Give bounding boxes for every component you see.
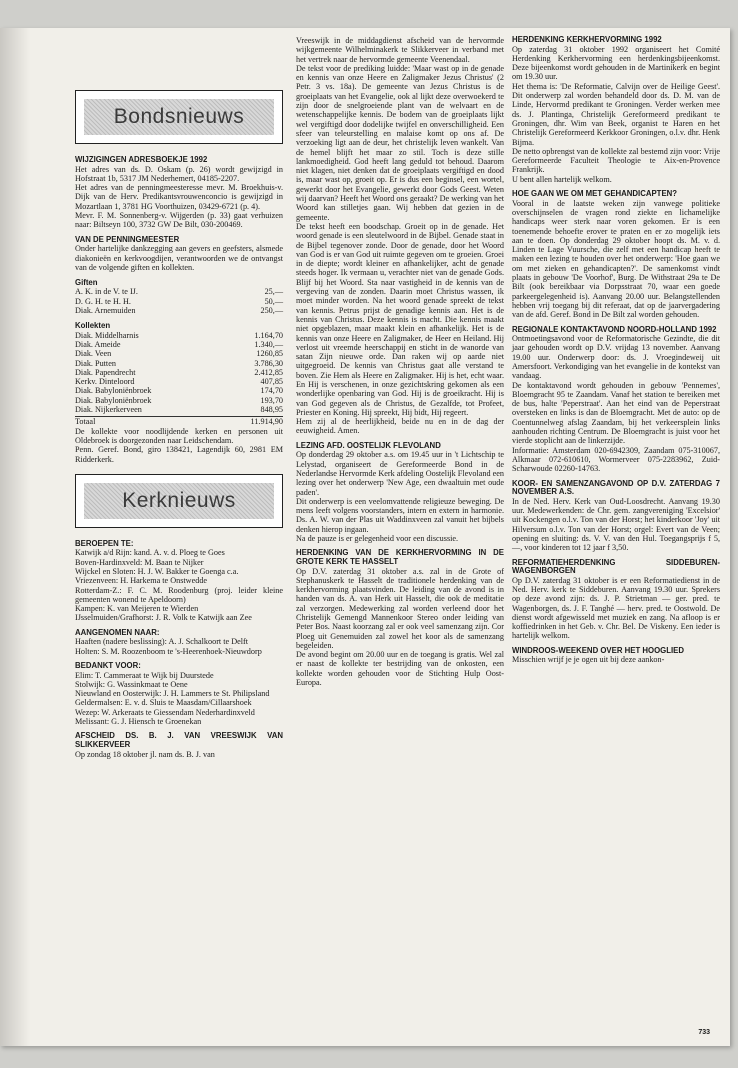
church-name: Diak. Babyloniënbroek (75, 395, 152, 405)
herdenking-hasselt-text: Op D.V. zaterdag 31 oktober a.s. zal in de Grote of Stephanuskerk te Hasselt de traditionele herdenking van de kerkhervorming plaatsvinden. De leiding van de avond is in handen van ds. A. van Herk uit Hasselt, die ook de meditatie zal verzorgen. Medewerking zal worden verleend door het Christelijk Gemengd Mannenkoor Stereo onder leiding van Peter Bos. Naast koorzang zal er ook veel samenzang zijn. Cor Ploeg uit Genemuiden zal zowel het koor als de samenzang begeleiden. De avond begint om 20.00 uur en de toegang is gratis. Wel zal er naast de kollekte ter bestrijding van de onkosten, een kollekte worden gehouden voor de Stichting Hulp Oost-Europa. (296, 566, 504, 688)
amount: 1260,85 (256, 349, 283, 359)
reformatie-text: Op D.V. zaterdag 31 oktober is er een Reformatiedienst in de Ned. Herv. kerk te Siddeburen. Aanvang 19.30 uur. Sprekers op deze avond zijn: ds. J. P. Strietman — ger. pred. te Wagenborgen, ds. J. F. Tanghé — herv. pred. te Oostwold. De dienst wordt afgewisseld met muziek en zang. Na afloop is er koffiedrinken in het Geb. v. Chr. Bel. De Viskeny. Een ieder is hartelijk welkom. (512, 575, 720, 641)
giver-name: D. G. H. te H. H. (75, 296, 131, 306)
adres-heading: WIJZIGINGEN ADRESBOEKJE 1992 (75, 155, 208, 164)
gehandicapten-text: Vooral in de laatste weken zijn vanwege politieke overschijnselen de vragen rond ziekte en lichamelijke handicaps weer sterk naar voren gekomen. Er is een toenemende behoefte erover te praten en er zo mogelijk iets aan te doen. Op donderdag 29 oktober hoopt ds. M. v. d. Linden te Lage Vuursche, die zelf met een handicap heeft te maken een lezing te houden over het onderwerp: 'Hoe gaan we om met zieken en gehandicapten?'. De samenkomst vindt plaats in gebouw 'De Voorhof', Burg. De Withstraat 29a te De Bilt (ook bereikbaar via Dorpsstraat 70, waar een goede parkeergelegenheid is). Aanvang 20.00 uur. Belangstellenden hebben vrij toegang bij dit referaat, dat op de jaarvergadering van de afd. Geref. Bond in De Bilt zal worden gehouden. (512, 198, 720, 320)
koor-text: In de Ned. Herv. Kerk van Oud-Loosdrecht. Aanvang 19.30 uur. Medewerkenden: de Chr. gem. zangvereniging 'Excelsior' uit Kockengen o.l.v. Ton van der Horst; het kinderkoor 'Joy' uit Hilversum o.l.v. Ton van der Horst; orgel: Evert van de Veen; opening en sluiting: ds. V. V. van den Hul. Toegangsprijs f 5,—, voor kinderen tot 12 jaar f 3,50. (512, 496, 720, 553)
koor-heading: KOOR- EN SAMENZANGAVOND OP D.V. ZATERDAG 7 NOVEMBER A.S. (512, 478, 720, 497)
totaal-table (75, 417, 283, 426)
church-name: Diak. Putten (75, 358, 116, 368)
church-name: Diak. Veen (75, 349, 112, 359)
table-row (75, 359, 283, 368)
kerknieuws-title: Kerknieuws (84, 483, 274, 519)
table-row (75, 340, 283, 349)
amount: 848,95 (260, 405, 283, 415)
penning-text: Onder hartelijke dankzegging aan gevers en geefsters, alsmede diakonieën en kerkvoogdijen, verantwoorden we de ontvangst van de volgende giften en kollekten. (75, 244, 283, 272)
amount: 407,85 (260, 377, 283, 387)
adres-text: Het adres van ds. D. Oskam (p. 26) wordt gewijzigd in Hofstraat 1b, 5317 JM Nederhemert, 04185-2207. Het adres van de penningmeesteresse mevr. M. Broekhuis-v. Dijk van de Herv. Predikantsvrouwenconcio is gewijzigd in Mozartlaan 1, 3781 HG Voorthuizen, 03429-6721 (p. 4). Mevr. F. M. Sonnenberg-v. Wijgerden (p. 33) gaat verhuizen naar: Biltseyn 100, 3732 GW De Bilt, 030-200469. (75, 164, 283, 230)
herdenking-1992-text: Op zaterdag 31 oktober 1992 organiseert het Comité Herdenking Kerkhervorming een herdenkingsbijeenkomst. Deze bijeenkomst wordt gehouden in de Martinikerk en begint om 19.30 uur. Het thema is: 'De Reformatie, Calvijn over de Heilige Geest'. Dit onderwerp zal worden behandeld door ds. D. M. van de Linde, Hervormd predikant te Groningen. Verder werken mee ds. J. Plantinga, Christelijk Gereformeerd predikant te Groningen, dhr. Wim van Beek, organist te Haren en het Christelijk Gereformeerd Kerkkoor Groningen, o.l.v. dhr. Henk Bijma. De netto opbrengst van de kollekte zal bestemd zijn voor: Vrije Gereformeerde Faculteit Theologie te Aix-en-Provence Frankrijk. U bent allen hartelijk welkom. (512, 44, 720, 184)
table-row (75, 349, 283, 358)
lezing-heading: LEZING AFD. OOSTELIJK FLEVOLAND (296, 440, 441, 450)
amount: 174,70 (260, 386, 283, 396)
afscheid-text: Op zondag 18 oktober jl. nam ds. B. J. van (75, 749, 215, 759)
amount: 250,— (260, 306, 283, 316)
gehandicapten-heading: HOE GAAN WE OM MET GEHANDICAPTEN? (512, 189, 678, 199)
amount: 3.786,30 (254, 358, 283, 368)
giver-name: Diak. Arnemuiden (75, 306, 136, 316)
table-row (75, 417, 283, 426)
windroos-heading: WINDROOS-WEEKEND OVER HET HOOGLIED (512, 645, 684, 655)
giften-table (75, 287, 283, 315)
column-left (75, 90, 283, 759)
kollekte-text: De kollekte voor noodlijdende kerken en personen uit Oldebroek is doorgezonden naar Leidschendam. Penn. Geref. Bond, giro 138421, Lagendijk 60, 2981 EM Ridderkerk. (75, 426, 283, 464)
giver-name: A. K. in de V. te IJ. (75, 287, 138, 297)
herdenking-1992-heading: HERDENKING KERKHERVORMING 1992 (512, 35, 662, 44)
reformatie-heading: REFORMATIEHERDENKING SIDDEBUREN-WAGENBORGEN (512, 557, 720, 576)
regionale-heading: REGIONALE KONTAKTAVOND NOORD-HOLLAND 1992 (512, 324, 717, 334)
table-row (75, 331, 283, 340)
church-name: Kerkv. Dinteloord (75, 377, 135, 387)
beroepen-text: Katwijk a/d Rijn: kand. A. v. d. Ploeg te Goes Boven-Hardinxveld: M. Baan te Nijker Wijckel en Sloten: H. J. W. Bakker te Goenga c.a. Vriezenveen: H. Harkema te Onstwedde Rotterdam-Z.: F. C. M. Roodenburg (proj. leider kleine gemeenten wonend te Apeldoorn) Kampen: K. van Meijeren te Wierden IJsselmuiden/Grafhorst: J. R. Volk te Katwijk aan Zee (75, 548, 283, 623)
beroepen-heading: BEROEPEN TE: (75, 538, 134, 548)
church-name: Diak. Ameide (75, 339, 121, 349)
column-right (512, 36, 720, 665)
bondsnieuws-banner (75, 90, 283, 144)
amount: 1.340,— (254, 339, 283, 349)
table-row (75, 386, 283, 395)
bedankt-heading: BEDANKT VOOR: (75, 660, 141, 670)
afscheid-heading: AFSCHEID DS. B. J. VAN VREESWIJK VAN SLIKKERVEER (75, 731, 283, 749)
table-row (75, 368, 283, 377)
kerknieuws-banner (75, 474, 283, 528)
column-middle (296, 36, 504, 687)
table-row (75, 306, 283, 315)
amount: 193,70 (260, 395, 283, 405)
amount: 2.412,85 (254, 367, 283, 377)
amount: 50,— (264, 296, 283, 306)
herdenking-hasselt-heading: HERDENKING VAN DE KERKHERVORMING IN DE GROTE KERK TE HASSELT (296, 548, 504, 566)
table-row (75, 396, 283, 405)
afscheid-continued-text: Vreeswijk in de middagdienst afscheid van de hervormde wijkgemeente Wilhelminakerk te Slikkerveer in verband met het vertrek naar de hervormde gemeente Veenendaal. De tekst voor de prediking luidde: 'Maar wast op in de genade en kennis van onze Heere en Zaligmaker Jezus Christus' (2 Petr. 3 vs. 18a). De gemeente van Jezus Christus is de groeiplaats van het Evangelie, ook al lijkt deze overwoekerd te zijn door de snelgroeiende plant van de welvaart en de wetenschappelijke kennis. De bodem van de groeiplaats lijkt wel vergiftigd door dodelijke twijfel en onverschilligheid. Een sfeer van teleurstelling en malaise komt op ons af. De verzoeking ligt aan de deur, het christelijk leven wankelt. Van de hemel blijft het maar zo stil. Toch is deze stille lankmoedigheid. God heeft lang geduld tot behoud. Daarom niet klagen, niet denken dat de groeiplaats vergiftigd en dood is, maar wast op, groeit op. Er is dus een beginsel, een wortel, gewerkt door het Evangelie, gewerkt door Gods Geest. Weten wij daarvan? Heeft het Woord ons geraakt? De werking van het Woord kan stilletjes gaan. Wij hebben dat gezien in de gemeente. De tekst heeft een boodschap. Groeit op in de genade. Het woord genade is een sleutelwoord in de Bijbel. Genade staat in de Bijbel tegenover zonde. Door de genade, door het Woord van God is er van God uit ruimte gegeven om te groeien. Groei in de diepte; wordt kleiner en afhankelijker, acht de genade steeds hoger. Ik vermaan u, verachter niet van de genade Gods. Blijf bij het Woord. Sta naar vastigheid in de kennis van de vergeving van de zonden. Daarin moet Christus wassen, ik moet minder worden. Na het woord genade spreekt de tekst van kennis. Petrus prijst de genadige kennis aan. Het is de kennis van Christus. Deze kennis is macht. Die kennis maakt niet opgeblazen, maar maakt klein en afhankelijk. Het is de kennis van onze Heere en Zaligmaker, de Heer en Heiland. Hij verlost uit vreemde heerschappij en sticht in de wanorde van satan Zijn nieuwe orde. Dan raken wij op aarde niet uitgegroeid. De kennis van Christus gaat alle verstand te boven. Zie Hem als Heere en Zaligmaker. Hij is het, echt waar. En Hij is verschenen, in onze gezichtskring gekomen als een wonderlijke openbaring van God. Hij is de groeikracht. Hij is van God gegeven als de Christus, de Gezalfde, tot Profeet, Priester en Koning. Hij spreekt, Hij bidt, Hij regeert. Hem zij al de heerlijkheid, beide nu en in de dag der eeuwigheid. Amen. (296, 36, 504, 436)
regionale-text: Ontmoetingsavond voor de Reformatorische Gezindte, die dit jaar gehouden wordt op D.V. vrijdag 13 november. Aanvang 19.00 uur. Onderwerp door: ds. J. Vroegindeweij uit Amersfoort. Verkondiging van het evangelie in de kontekst van vandaag. De kontaktavond wordt gehouden in gebouw 'Pennemes', Bloemgracht 95 te Zaandam. Vanaf het station te bereiken met de bus, halte 'Peperstraat'. Aan het eind van de Peperstraat oversteken en links is dan de Bloemgracht. Met de auto: op de Coentunnelweg afslag Zaandam, bij het verkeersplein links aanhouden richting Centrum. De Bloemgracht is juist voor het vierde stoplicht aan de linkerzijde. Informatie: Amsterdam 020-6942309, Zaandam 075-310067, Alkmaar 072-610610, Wormerveer 075-2283962, Zuid-Scharwoude 02260-14763. (512, 334, 720, 474)
windroos-text: Misschien wrijf je je ogen uit bij deze aankon- (512, 655, 665, 665)
table-row (75, 377, 283, 386)
church-name: Diak. Middelharnis (75, 330, 139, 340)
aangenomen-heading: AANGENOMEN NAAR: (75, 627, 160, 637)
lezing-text: Op donderdag 29 oktober a.s. om 19.45 uur in 't Lichtschip te Lelystad, organiseert de Gereformeerde Bond in de Nederlandse Hervormde Kerk afdeling Oostelijk Flevoland een lezing over het onderwerp 'New Age, een dwaaltuin met oude paden'. Dit onderwerp is een veelomvattende religieuze beweging. De mens leeft volgens voorstanders, intern en extern in harmonie. Ds. A. W. van der Plas uit Waddinxveen zal vanuit het bijbels denken hierop ingaan. Na de pauze is er gelegenheid voor een discussie. (296, 450, 504, 544)
penning-heading: VAN DE PENNINGMEESTER (75, 234, 180, 244)
table-row (75, 405, 283, 414)
total-amount: 11.914,90 (250, 417, 283, 427)
kollekten-table (75, 331, 283, 415)
giften-heading: Giften (75, 278, 98, 288)
aangenomen-text: Haaften (nadere beslissing): A. J. Schalkoort te Delft Holten: S. M. Roozenboom te 's-Heerenhoek-Nieuwdorp (75, 637, 262, 656)
church-name: Diak. Babyloniënbroek (75, 386, 152, 396)
page-number: 733 (698, 1029, 710, 1036)
bedankt-text: Elim: T. Cammeraat te Wijk bij Duurstede Stolwijk: G. Wassinkmaat te Oene Nieuwland en Oosterwijk: J. H. Lammers te St. Philipsland Geldermalsen: E. v. d. Sluis te Maasdam/Cillaarshoek Wezep: W. Arkeraats te Giessendam Nederhardinxveld Melissant: G. J. Hiensch te Groenekan (75, 670, 270, 727)
total-label: Totaal (75, 417, 96, 427)
table-row (75, 287, 283, 296)
bondsnieuws-title: Bondsnieuws (84, 99, 274, 135)
church-name: Diak. Nijkerkerveen (75, 405, 142, 415)
amount: 1.164,70 (254, 330, 283, 340)
kollekten-heading: Kollekten (75, 321, 111, 331)
magazine-page (0, 28, 730, 1046)
table-row (75, 297, 283, 306)
amount: 25,— (264, 287, 283, 297)
page-fold-shadow (0, 28, 30, 1046)
church-name: Diak. Papendrecht (75, 367, 136, 377)
